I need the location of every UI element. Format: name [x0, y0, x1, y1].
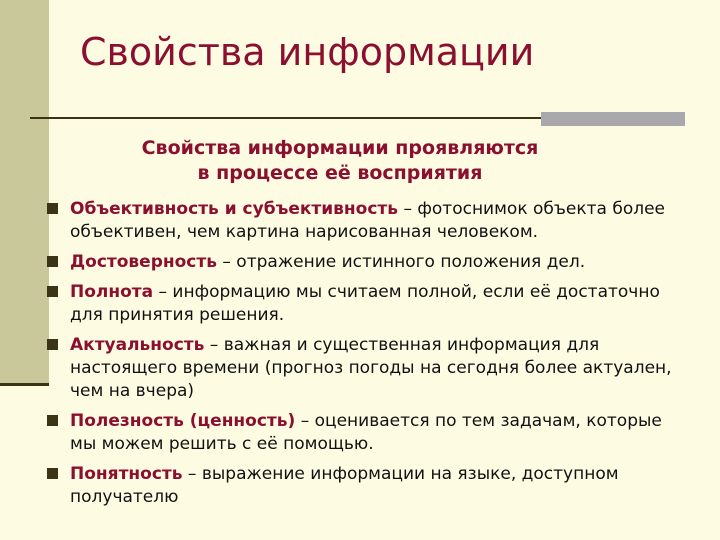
square-bullet-icon — [47, 339, 58, 350]
list-item — [42, 251, 692, 274]
item-text: – фотоснимок объекта более объективен, чем картина нарисованная человеком. — [70, 199, 666, 242]
list-item — [42, 281, 692, 327]
item-text: – важная и существенная информация для настоящего времени (прогноз погоды на сегодня более актуален, чем на вчера) — [70, 335, 672, 401]
item-term: Актуальность — [70, 335, 205, 355]
square-bullet-icon — [47, 203, 58, 214]
item-term: Полезность (ценность) — [70, 411, 296, 431]
item-term: Понятность — [70, 464, 183, 484]
title-rule-block — [541, 112, 685, 126]
subtitle-line-2: в процессе её восприятия — [197, 162, 483, 184]
list-item — [42, 198, 692, 244]
item-term: Достоверность — [70, 252, 217, 272]
square-bullet-icon — [47, 286, 58, 297]
slide-subtitle — [80, 136, 600, 186]
square-bullet-icon — [47, 468, 58, 479]
list-item — [42, 463, 692, 509]
slide-title: Свойства информации — [80, 30, 535, 74]
item-text: – оценивается по тем задачам, которые мы можем решить с её помощью. — [70, 411, 662, 454]
item-term: Полнота — [70, 282, 154, 302]
item-text: – выражение информации на языке, доступном получателю — [70, 464, 619, 507]
list-item — [42, 410, 692, 456]
item-text: – отражение истинного положения дел. — [217, 252, 586, 272]
square-bullet-icon — [47, 415, 58, 426]
square-bullet-icon — [47, 256, 58, 267]
list-item — [42, 334, 692, 403]
subtitle-line-1: Свойства информации проявляются — [141, 137, 539, 159]
item-text: – информацию мы считаем полной, если её достаточно для принятия решения. — [70, 282, 660, 325]
item-term: Объективность и субъективность — [70, 199, 399, 219]
property-list — [42, 198, 692, 516]
